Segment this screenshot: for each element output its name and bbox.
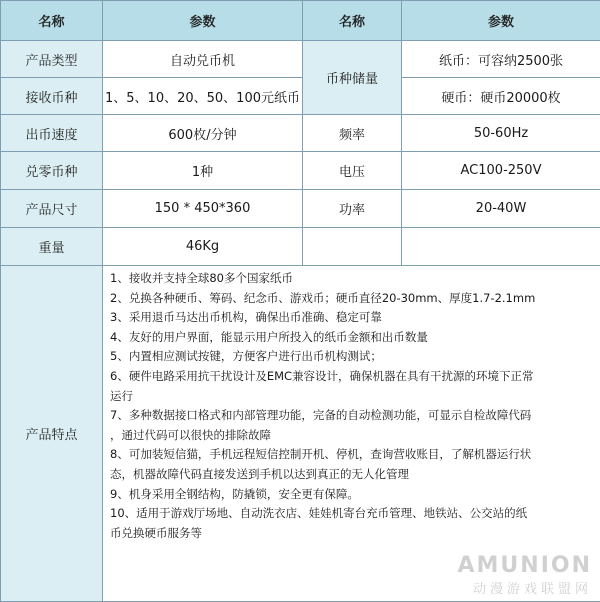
change-type-label: 兑零币种	[1, 152, 103, 190]
feature-line: 7、多种数据接口格式和内部管理功能，完备的自动检测功能，可显示自检故障代码	[107, 406, 596, 426]
table-row	[1, 115, 600, 152]
weight-label: 重量	[1, 228, 103, 266]
change-type-value: 1种	[103, 152, 303, 190]
empty-cell	[402, 228, 600, 266]
header-name: 名称	[1, 1, 103, 41]
feature-line: 运行	[107, 387, 596, 407]
voltage-value: AC100-250V	[402, 152, 600, 190]
feature-line: 1、接收并支持全球80多个国家纸币	[107, 269, 596, 289]
feature-line: 3、采用退币马达出币机构，确保出币准确、稳定可靠	[107, 308, 596, 328]
feature-line: 币兑换硬币服务等	[107, 524, 596, 544]
features-list	[107, 269, 596, 543]
watermark-subtitle: 动漫游戏联盟网	[458, 578, 593, 597]
accepted-notes-value: 1、5、10、20、50、100元纸币	[103, 78, 303, 115]
table-row	[1, 190, 600, 228]
watermark-brand: AMUNION	[458, 553, 593, 578]
header-name: 名称	[303, 1, 402, 41]
feature-line: 6、硬件电路采用抗干扰设计及EMC兼容设计，确保机器在具有干扰源的环境下正常	[107, 367, 596, 387]
empty-cell	[303, 228, 402, 266]
header-row	[1, 1, 600, 41]
coin-storage-value: 硬币：硬币20000枚	[402, 78, 600, 115]
header-param: 参数	[402, 1, 600, 41]
output-speed-value: 600枚/分钟	[103, 115, 303, 152]
product-type-label: 产品类型	[1, 41, 103, 78]
feature-line: 5、内置相应测试按键，方便客户进行出币机构测试；	[107, 347, 596, 367]
feature-line: 10、适用于游戏厅场地、自动洗衣店、娃娃机寄台充币管理、地铁站、公交站的纸	[107, 504, 596, 524]
weight-value: 46Kg	[103, 228, 303, 266]
feature-line: 4、友好的用户界面，能显示用户所投入的纸币金额和出币数量	[107, 328, 596, 348]
features-row	[1, 266, 600, 602]
voltage-label: 电压	[303, 152, 402, 190]
power-label: 功率	[303, 190, 402, 228]
paper-storage-value: 纸币：可容纳2500张	[402, 41, 600, 78]
feature-line: 态，机器故障代码直接发送到手机以达到真正的无人化管理	[107, 465, 596, 485]
power-value: 20-40W	[402, 190, 600, 228]
table-row	[1, 41, 600, 78]
table-row	[1, 78, 600, 115]
table-row	[1, 228, 600, 266]
accepted-notes-label: 接收币种	[1, 78, 103, 115]
frequency-label: 频率	[303, 115, 402, 152]
feature-line: 2、兑换各种硬币、筹码、纪念币、游戏币；硬币直径20-30mm、厚度1.7-2.1mm	[107, 289, 596, 309]
features-label: 产品特点	[1, 266, 103, 602]
dimensions-label: 产品尺寸	[1, 190, 103, 228]
frequency-value: 50-60Hz	[402, 115, 600, 152]
feature-line: 9、机身采用全钢结构，防撬锁，安全更有保障。	[107, 485, 596, 505]
table-row	[1, 152, 600, 190]
dimensions-value: 150 * 450*360	[103, 190, 303, 228]
feature-line: ，通过代码可以很快的排除故障	[107, 426, 596, 446]
features-cell	[103, 266, 600, 602]
product-type-value: 自动兑币机	[103, 41, 303, 78]
header-param: 参数	[103, 1, 303, 41]
currency-storage-label: 币种储量	[303, 41, 402, 115]
output-speed-label: 出币速度	[1, 115, 103, 152]
feature-line: 8、可加装短信猫，手机远程短信控制开机、停机，查询营收账目，了解机器运行状	[107, 445, 596, 465]
